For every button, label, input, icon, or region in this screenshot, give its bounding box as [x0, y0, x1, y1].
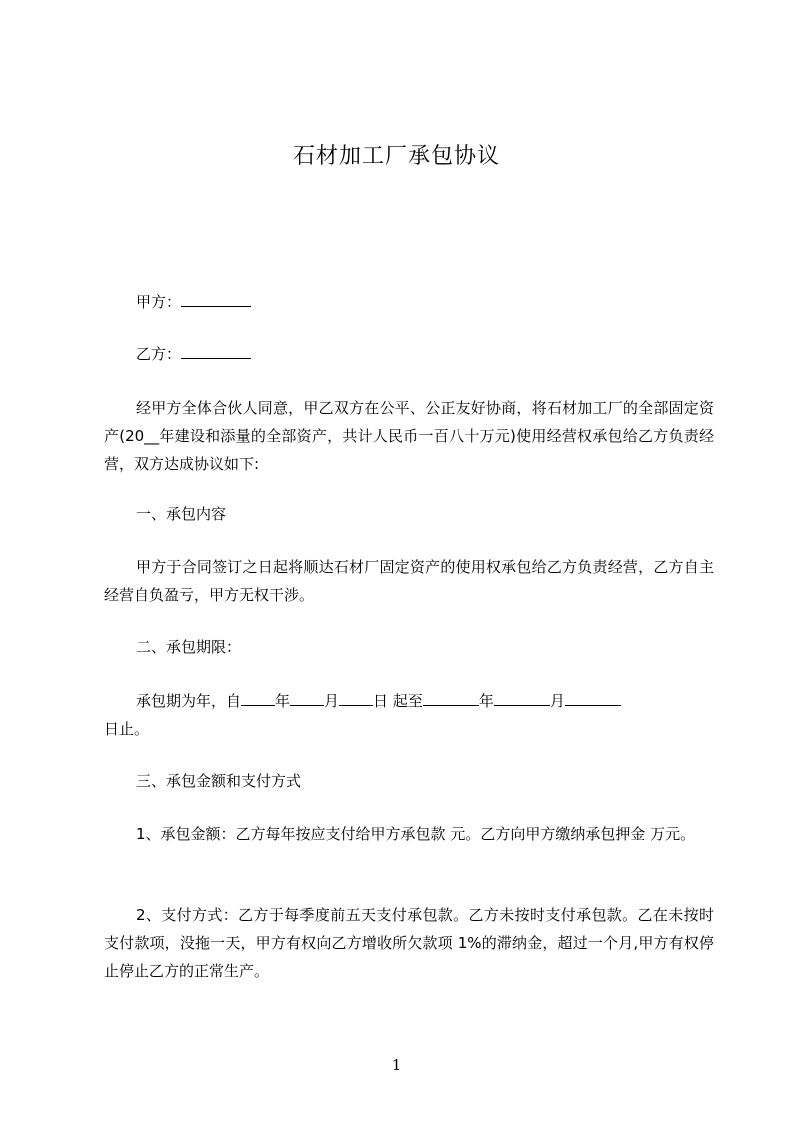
party-b-blank	[181, 343, 251, 359]
section3-heading: 三、承包金额和支付方式	[136, 772, 302, 790]
section1-body: 甲方于合同签订之日起将顺达石材厂固定资产的使用权承包给乙方负责经营，乙方自主经营自负盈亏，甲方无权干涉。	[104, 558, 714, 604]
party-a-line	[104, 288, 746, 316]
section2-heading: 二、承包期限：	[136, 638, 242, 656]
term-line	[104, 687, 746, 715]
start-month-blank	[290, 690, 324, 706]
section1-heading: 一、承包内容	[136, 505, 227, 523]
end-year-blank	[423, 690, 479, 706]
start-day-label: 日	[373, 692, 389, 710]
page-number: 1	[391, 1056, 402, 1074]
start-year-blank	[241, 690, 275, 706]
party-a-blank	[181, 291, 251, 307]
end-month-label: 月	[549, 692, 565, 710]
start-month-label: 月	[324, 692, 340, 710]
intro-paragraph: 经甲方全体合伙人同意，甲乙双方在公平、公正友好协商，将石材加工厂的全部固定资产(20__年建设和添量的全部资产，共计人民币一百八十万元)使用经营权承包给乙方负责经营，双方达成协议如下:	[104, 399, 714, 473]
start-day-blank	[339, 690, 373, 706]
end-year-label: 年	[478, 692, 494, 710]
term-prefix: 承包期为年，自	[136, 692, 242, 710]
end-day-blank	[565, 690, 621, 706]
start-year-label: 年	[275, 692, 291, 710]
party-a-label: 甲方：	[136, 293, 182, 311]
end-month-blank	[494, 690, 550, 706]
term-end-line: 日止。	[104, 720, 150, 738]
payment-item-1: 1、承包金额：乙方每年按应支付给甲方承包款 元。乙方向甲方缴纳承包押金 万元。	[136, 825, 696, 843]
party-b-label: 乙方：	[136, 345, 182, 363]
document-title: 石材加工厂承包协议	[292, 144, 500, 169]
term-until-label: 起至	[392, 692, 423, 710]
payment-item-2: 2、支付方式：乙方于每季度前五天支付承包款。乙方未按时支付承包款。乙在未按时支付款项，没拖一天，甲方有权向乙方增收所欠款项 1%的滞纳金，超过一个月,甲方有权停止停止乙方的正常生产。	[104, 906, 714, 980]
party-b-line	[104, 340, 746, 368]
